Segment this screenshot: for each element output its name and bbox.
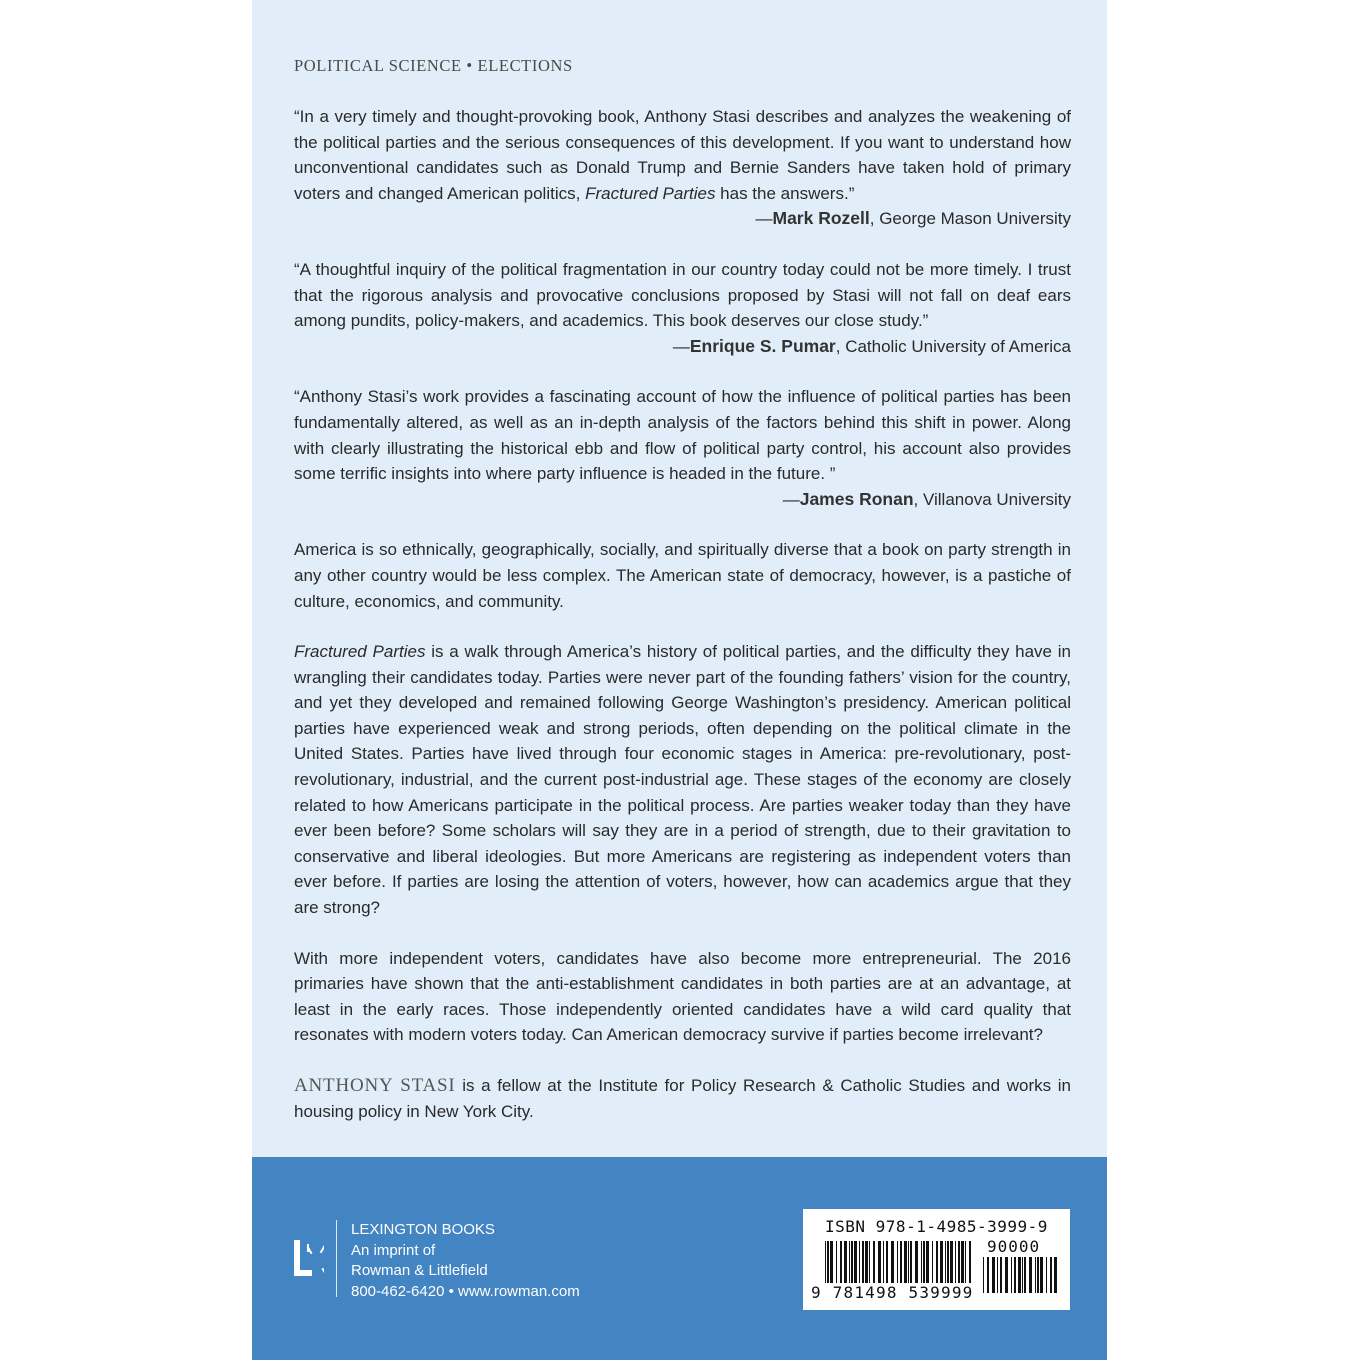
endorsement xyxy=(294,384,1071,512)
endorser-affiliation: , George Mason University xyxy=(869,209,1071,229)
publisher-contact: 800-462-6420 • www.rowman.com xyxy=(351,1283,580,1301)
author-name: ANTHONY STASI xyxy=(294,1075,456,1096)
endorser-name: Mark Rozell xyxy=(772,208,870,229)
quote-text: has the answers.” xyxy=(715,183,855,203)
description-paragraph: With more independent voters, candidates have also become more entrepreneurial. The 2016 primaries have shown that the anti-establishment candidates in both parties are at an advantage, at least in the early races. Those independently oriented candidates have a wild card quality that resonates with modern voters today. Can American democracy survive if parties become irrelevant? xyxy=(294,948,1071,1045)
description-paragraph xyxy=(294,639,1071,921)
publisher-divider xyxy=(336,1220,337,1297)
endorser-affiliation: , Catholic University of America xyxy=(835,336,1071,356)
category-label: POLITICAL SCIENCE • ELECTIONS xyxy=(294,56,573,75)
price-code: 90000 xyxy=(987,1237,1041,1256)
author-bio-text: is a fellow at the Institute for Policy Research & Catholic Studies and works in housing policy in New York City. xyxy=(294,1076,1071,1121)
dash: — xyxy=(782,489,800,509)
endorsement-attribution xyxy=(294,334,1071,360)
endorsement-quote xyxy=(294,257,1071,334)
endorsement-quote xyxy=(294,104,1071,206)
book-title: Fractured Parties xyxy=(294,642,426,662)
publisher-parent: Rowman & Littlefield xyxy=(351,1262,488,1280)
lexington-books-logo xyxy=(294,1240,324,1276)
quote-text: “A thoughtful inquiry of the political fragmentation in our country today could not be more timely. I trust that the rigorous analysis and provocative conclusions proposed by Stasi will not fall on deaf ears among pundits, policy-makers, and academics. This book deserves our close study.” xyxy=(294,259,1071,331)
dash: — xyxy=(755,209,773,229)
endorser-name: Enrique S. Pumar xyxy=(689,335,836,356)
endorsement-attribution xyxy=(294,487,1071,513)
dash: — xyxy=(672,336,690,356)
description-text: is a walk through America’s history of political parties, and the difficulty they have in wrangling their candidates today. Parties were never part of the founding fathers’ vision for the country, and yet they developed and remained following George Washington’s presidency. American political parties have experienced weak and strong periods, often depending on the political climate in the United States. Parties have lived through four economic stages in America: pre-revolutionary, post-revolutionary, industrial, and the current post-industrial age. These stages of the economy are closely related to how Americans participate in the political process. Are parties weaker today than they have ever been before? Some scholars will say they are in a period of strength, due to their gravitation to conservative and liberal ideologies. But more Americans are registering as independent voters than ever before. If parties are losing the attention of voters, however, how can academics argue that they are strong? xyxy=(294,642,1072,918)
book-title: Fractured Parties xyxy=(585,183,716,203)
barcode-number: 9 781498 539999 xyxy=(811,1283,974,1302)
author-bio xyxy=(294,1073,1071,1124)
endorsement-quote xyxy=(294,384,1071,486)
publisher-name: LEXINGTON BOOKS xyxy=(351,1221,495,1238)
endorser-affiliation: , Villanova University xyxy=(913,489,1071,509)
publisher-imprint-line: An imprint of xyxy=(351,1241,436,1259)
endorsement-attribution xyxy=(294,206,1071,232)
barcode xyxy=(803,1209,1070,1310)
description-paragraph: America is so ethnically, geographically, socially, and spiritually diverse that a book on party strength in any other country would be less complex. The American state of democracy, however, is a pastiche of culture, economics, and community. xyxy=(294,540,1071,611)
endorsement xyxy=(294,104,1071,232)
cover-text xyxy=(294,54,1071,1124)
quote-text: “Anthony Stasi’s work provides a fascinating account of how the influence of political parties has been fundamentally altered, as well as an in-depth analysis of the factors behind this shift in power. Along with clearly illustrating the historical ebb and flow of political party control, his account also provides some terrific insights into where party influence is headed in the future. ” xyxy=(294,387,1071,484)
quote-text: “In a very timely and thought-provoking book, Anthony Stasi describes and analyzes the weakening of the political parties and the serious consequences of this development. If you want to understand how unconventional candidates such as Donald Trump and Bernie Sanders have taken hold of primary voters and changed American politics, xyxy=(294,107,1071,203)
endorsement xyxy=(294,257,1071,359)
publisher-info xyxy=(351,1220,580,1303)
endorser-name: James Ronan xyxy=(799,488,914,509)
isbn-text: ISBN 978-1-4985-3999-9 xyxy=(825,1217,1048,1236)
